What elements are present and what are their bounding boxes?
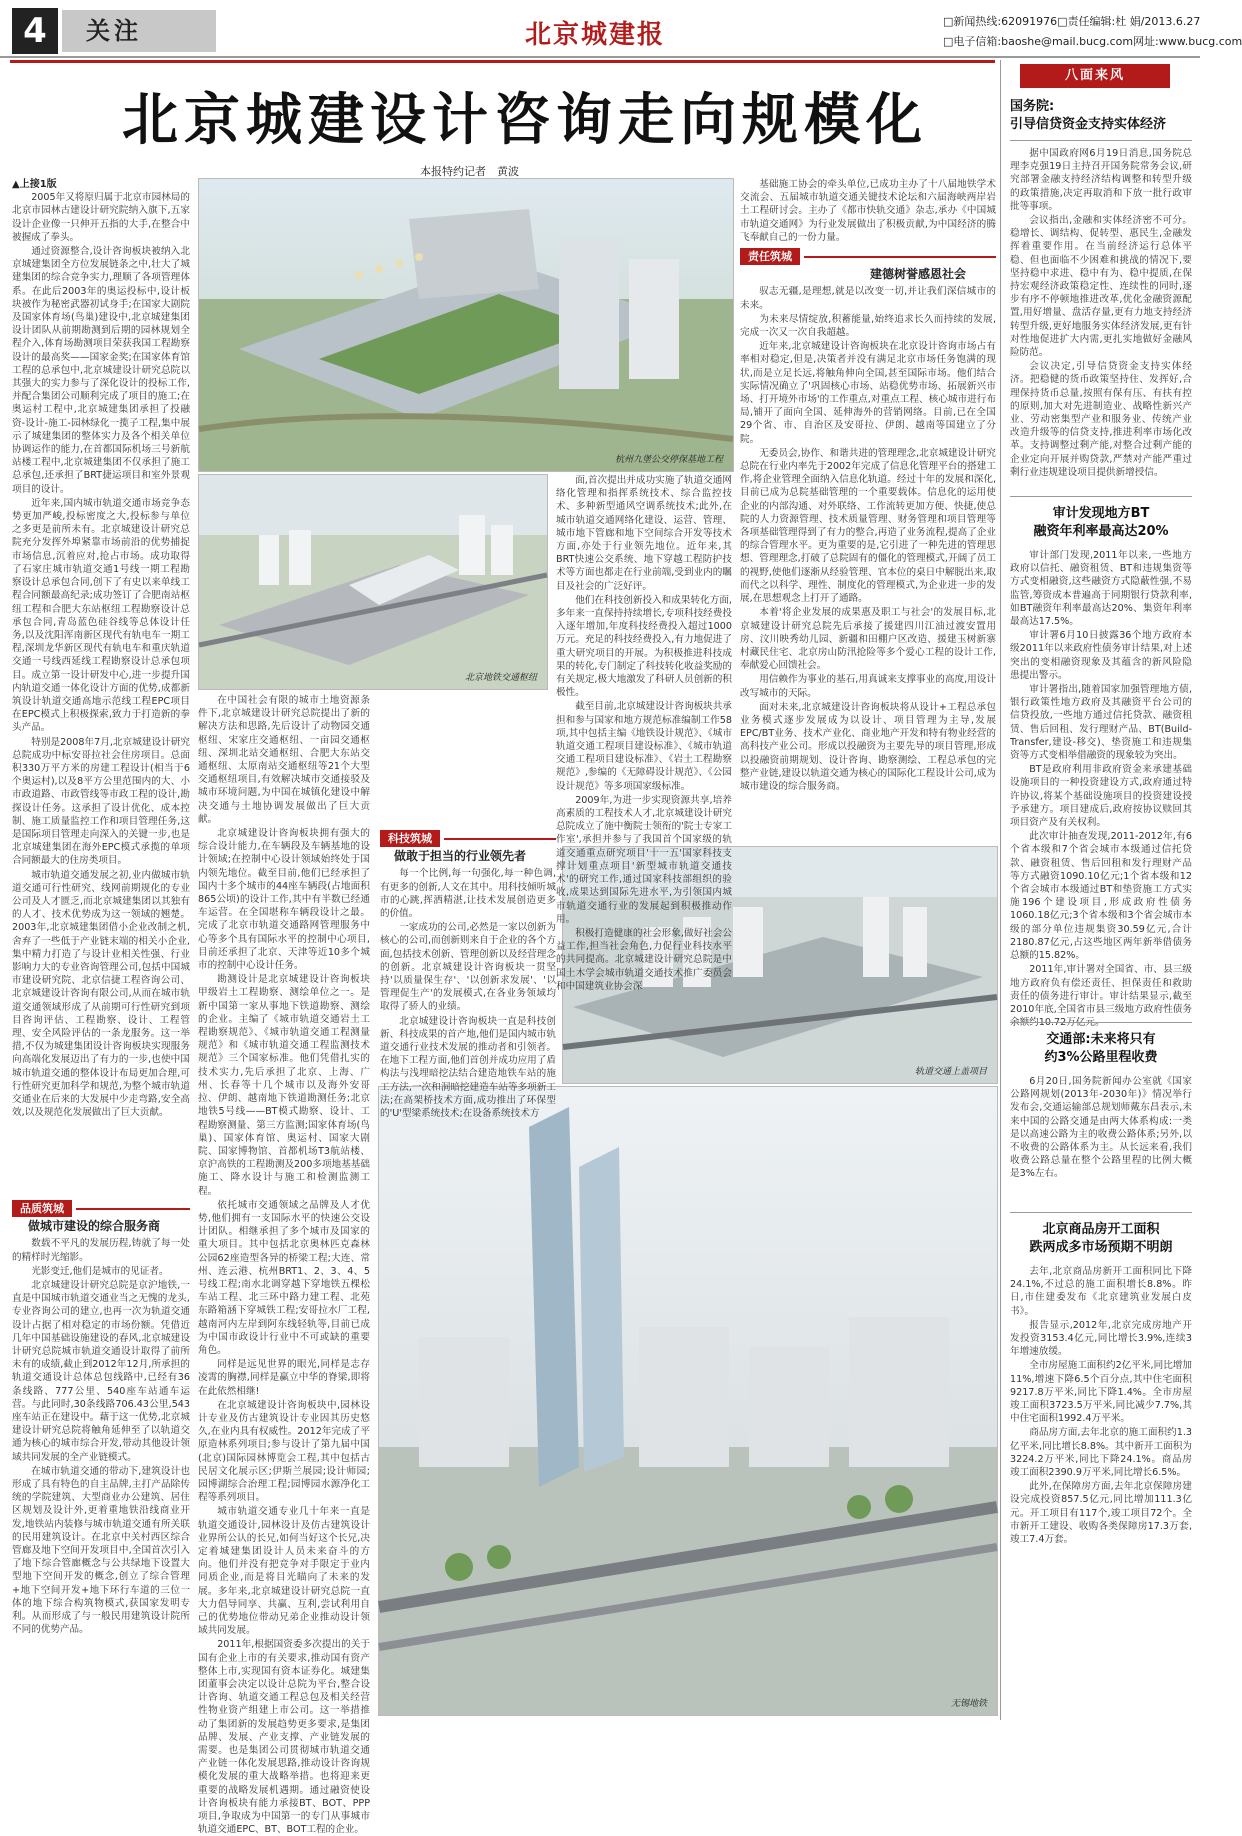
paragraph: 商品房方面,去年北京的施工面积约1.3亿平米,同比增长8.8%。其中新开工面积为3224.2万平米,同比下降24.1%。商品房竣工面积2390.9万平米,同比增长6.5%。 xyxy=(1010,1427,1192,1479)
tag-label: 责任筑城 xyxy=(740,248,800,265)
byline: 本报特约记者 黄波 xyxy=(420,165,519,178)
story-title: 跌两成多市场预期不明朗 xyxy=(1029,1240,1173,1255)
paragraph: 基础施工协会的牵头单位,已成功主办了十八届地铁学术交流会、五届城市轨道交通关键技术论坛和六届海峡两岸岩土工程研讨会。主办了《都市快轨交通》杂志,承办《中国城市轨道交通网》为行业发展做出了积极贡献,为中国经济的腾飞奉献自己的一份力量。 xyxy=(740,179,996,243)
wuxi-render xyxy=(379,1087,997,1715)
story-paragraphs xyxy=(1010,549,1192,1029)
section-tag-quality xyxy=(12,1200,190,1217)
subsection-title: 做城市建设的综合服务商 xyxy=(27,1219,160,1234)
paragraph: 城市轨道交通发展之初,业内做城市轨道交通可行性研究、线网前期规化的专业公司及人才匮乏,而北京城建集团以其独有的人才、技术优势成为这一领域的翘楚。2003年,北京城建集团借小企业改制之机,舍弃了一些低于产业链末端的相关小企业,集中精力打造了与设计业相关性强、行业影响力大的专业咨询管理公司,包括中国城市建设研究院、北京信捷工程咨询公司、北京城建设计咨询有限公司,从而在城市轨道交通领域形成了从前期可行性研究到项目咨询评估、工程勘察、设计、工程管理、安全风险评估的一条龙服务。这一举措,不仅为城建集团设计咨询板块实现服务向高端化发展迈出了有力的一步,也使中国城市轨道交通的整体设计布局更加合理,可行性研究更加科学和规范,为整个城市轨道交通业在后来的大发展中少走弯路,安全高效,以及规范化发展做出了巨大贡献。 xyxy=(12,869,190,1119)
header-info xyxy=(943,12,1242,52)
divider xyxy=(1010,496,1192,497)
paragraph: 他们在科技创新投入和成果转化方面,多年来一直保持持续增长,专项科技经费投入逐年增加,年度科技经费投入超过1000万元。充足的科技经费投入,有力地促进了重大研究项目的开展。为积极推进科技成果的转化,专门制定了科技转化收益奖励的有关规定,极大地激发了科研人员创新的积极性。 xyxy=(556,594,732,699)
email[interactable]: □电子信箱:baoshe@mail.bucg.com xyxy=(943,35,1134,48)
paragraph: 依托城市交通领域之品牌及人才优势,他们拥有一支国际水平的快速公交设计团队。相继承担了多个城市及国家的重大项目。其中包括北京奥林匹克森林公园62座造型各异的桥梁工程;大连、常州、连云港、杭州BRT1、2、3、4、5号线工程;南水北调穿越下穿地铁五棵松车站工程、北三环中路力建工程、北苑东路箱涵下穿城铁工程;安哥拉水厂工程,越南河内左岸到阿东线轻轨等,目前已成为中国市政设计行业中不可或缺的重要角色。 xyxy=(198,1199,370,1356)
paragraph: 北京城建设计咨询板块一直是科技创新、科技成果的首产地,他们是国内城市轨道交通行业技术发展的推动者和引领者。在地下工程方面,他们首创并成功应用了盾构法与浅埋暗挖法结合建造地铁车站的施工方法,一次和洞暗挖建造车站等多项新工法;在高架桥技术方面,成功推出了环保型的'U'型梁系统技术;在设备系统技术方 xyxy=(380,1015,556,1120)
paragraph: 本着'将企业发展的成果惠及职工与社会'的发展目标,北京城建设计研究总院先后承接了援建四川江油过渡安置用房、汶川映秀幼儿园、新疆和田棚户区改造、援建玉树新寨村藏民住宅、北京房山防汛抢险等多个爱心工程的设计工作,奉献爱心回馈社会。 xyxy=(740,607,996,672)
paragraph: 在城市轨道交通的带动下,建筑设计也形成了具有特色的自主品牌,主打产品除传统的学院建筑、大型商业办公建筑、居住区规划及设计外,更着重地铁沿线商业开发,地铁站内装修与城市轨道交通有所关联的民用建筑设计。在北京中关村西区综合管廊及地下空间开发项目中,全国首次引入了地下综合管廊概念与公共绿地下设置大型地下空间开发的概念,创立了综合管理+地下空间开发+地下环行车道的三位一体的地下综合构筑物模式,获国家发明专利。从而形成了与一般民用建筑设计院所不同的优势产品。 xyxy=(12,1465,190,1636)
subsection-title: 建德树誉感恩社会 xyxy=(869,267,966,282)
column-4-paragraphs xyxy=(740,178,996,244)
editor: □责任编辑:杜 娟 xyxy=(1057,15,1141,28)
paragraph: 在北京城建设计咨询板块中,园林设计专业及仿古建筑设计专业因其历史悠久,在业内具有权威性。2012年完成了平原造林系列项目;参与设计了第九届中国(北京)国际园林博览会工程,其中包括古民居文化展示区;伊斯兰展园;设计师园;园博湖综合治理工程;园博园水源净化工程等系列项目。 xyxy=(198,1399,370,1504)
subsection-title: 做敢于担当的行业领先者 xyxy=(393,849,526,864)
image-caption: 杭州九堡公交停保基地工程 xyxy=(614,455,723,465)
paragraph: BT是政府利用非政府资金来承建基础设施项目的一种投资建设方式,政府通过特许协议,将某个基础设施项目的投资建设授予承建方。项目建成后,政府按协议赎回其项目资产及有关权利。 xyxy=(1010,764,1192,829)
hotline: □新闻热线:62091976 xyxy=(943,15,1058,28)
paragraph: 面,首次提出并成功实施了轨道交通网络化管理和指挥系统技术、综合监控技术、多种新型通风空调系统技术;此外,在城市轨道交通网络化建设、运营、管理、城市地下管廊和地下空间综合开发等技术方面,亦处于行业领先地位。近年来,其BRT快速公交系统、地下穿越工程防护技术等方面也都走在行业前端,受到业内的瞩目及社会的广泛好评。 xyxy=(556,475,732,592)
column-1b-paragraphs xyxy=(12,1237,190,1636)
article-column-4 xyxy=(740,178,996,842)
paragraph: 审计署指出,随着国家加强管理地方债,银行政策性地方政府及其融资平台公司的信贷投放,一些地方通过信托贷款、融资租赁、售后回租、发行理财产品、BT(Build-Transfer,建设-移交)、垫资施工和违规集资等方式变相举借融资的现象较为突出。 xyxy=(1010,684,1192,762)
paragraph: 通过资源整合,设计咨询板块被纳入北京城建集团全方位发展链条之中,壮大了城建集团的综合竞争实力,理顺了各项管理体系。在此后2003年的奥运投标中,设计板块被作为秘密武器初试身手;在国家大剧院及国家体育场(鸟巢)建设中,北京城建集团设计团队从前期勘测到后期的园林规划全程介入,体育场勘测项目荣获我国工程勘察设计的最高奖——国家金奖;在国家体育馆工程的总承包中,北京城建设计研究总院以其强大的实力参与了深化设计的投标工作,并配合集团公司顺利完成了项目的施工;在奥运村工程中,北京城建集团承担了投融资-设计-施工-园林绿化一揽子工程,集中展示了城建集团的整体实力及各个相关单位协调运作的能力,在首都国际机场三号新航站楼工程中,北京城建集团不仅承担了施工总承包,还承担了BRT捷运项目和室外景观项目的设计。 xyxy=(12,246,190,495)
sidebar-story-2 xyxy=(1010,496,1192,1016)
website[interactable]: 网址:www.bucg.com xyxy=(1133,35,1242,48)
article-column-3b xyxy=(380,830,556,1120)
paragraph: 2009年,为进一步实现资源共享,培养高素质的工程技术人才,北京城建设计研究总院成立了施中衡院士领衔的'院士专家工作室',承担并参与了我国首个国家级的轨道交通重点研究项目'十一五'国家科技支撑计划重点项目'新型城市轨道交通技术'的研究工作,通过国家科技部组织的验收,成果达到国际先进水平,为引领国内城市轨道交通行业的发展起到积极推动作用。 xyxy=(556,794,732,925)
story-paragraphs xyxy=(1010,147,1192,479)
divider xyxy=(1010,140,1192,141)
column-3b-paragraphs xyxy=(380,867,556,1120)
date: /2013.6.27 xyxy=(1140,15,1201,28)
photo-wuxi-metro xyxy=(378,1086,998,1716)
image-caption: 北京地铁交通枢纽 xyxy=(464,673,537,683)
paragraph: 审计部门发现,2011年以来,一些地方政府以信托、融资租赁、BT和违规集资等方式变相融资,这些融资方式隐蔽性强,不易监管,筹资成本普遍高于同期银行贷款利率,如BT融资年利率最高达20%、集资年利率最高达17.5%。 xyxy=(1010,550,1192,628)
paragraph: 北京城建设计研究总院是京沪地铁,一直是中国城市轨道交通业当之无愧的龙头,专业咨询公司的建立,也再一次为轨道交通设计占据了相对稳定的市场份额。凭借近几年中国基础设施建设的春风,北京城建设计研究总院城市轨道交通设计取得了前所未有的成绩,截止到2012年12月,所承担的轨道交通设计总体总包线路中,已经有36条线路、777公里、540座车站通车运营。与此同时,30条线路706.43公里,543座车站正在建设中。藉于这一优势,北京城建设计研究总院将触角延伸至了以轨道交通为核心的城市综合开发,带动其他设计领域共同发展的全产业链模式。 xyxy=(12,1280,190,1463)
section-tag-tech xyxy=(380,830,556,847)
section-label: 关注 xyxy=(62,10,216,52)
tag-label: 科技筑城 xyxy=(380,830,440,847)
paragraph: 6月20日,国务院新闻办公室就《国家公路网规划(2013年-2030年)》情况举行发布会,交通运输部总规划师戴东昌表示,未来中国的公路交通是由两大体系构成:一类是以高速公路为主的收费公路体系;另外,以不收费的公路体系为主。从长远来看,我们收费公路总量在整个公路里程的比例大概是3%左右。 xyxy=(1010,1076,1192,1180)
paragraph: 2011年,审计署对全国省、市、县三级地方政府负有偿还责任、担保责任和救助责任的债务进行审计。审计结果显示,截至2010年底,全国省市县三级地方政府性债务 xyxy=(1010,964,1192,1015)
paragraph: 积极打造健康的社会形象,做好社会公益工作,担当社会角色,力促行业科技水平的共同提高。北京城建设计研究总院是中国土木学会城市轨道交通技术推广委员会和中国建筑业协会深 xyxy=(556,927,732,992)
sidebar-story-4 xyxy=(1010,1212,1192,1714)
paragraph: 全市房屋施工面积约2亿平米,同比增加11%,增速下降6.5个百分点,其中住宅面积9217.8万平米,同比下降1.4%。全市房屋竣工面积3723.5万平米,同比减少7.7%,其中住宅面积1992.4万平米。 xyxy=(1010,1360,1192,1425)
column-4b-paragraphs xyxy=(740,285,996,793)
red-divider xyxy=(10,60,995,63)
image-caption: 无锡地铁 xyxy=(950,1699,987,1709)
story-paragraphs xyxy=(1010,1265,1192,1546)
paragraph: 此外,在保障房方面,去年北京保障房建设完成投资857.5亿元,同比增加111.3亿元。开工项目有117个,竣工项目72个。全市新开工建设、收购各类保障房17.3万套,竣工7.4万套。 xyxy=(1010,1481,1192,1546)
paragraph: 报告显示,2012年,北京完成房地产开发投资3153.4亿元,同比增长3.9%,连续3年增速放缓。 xyxy=(1010,1319,1192,1358)
paragraph: 会议指出,金融和实体经济密不可分。稳增长、调结构、促转型、惠民生,金融发挥着重要作用。在当前经济运行总体平稳、但也面临不少困难和挑战的情况下,要坚持稳中求进、稳中有为、稳中提质,在保持宏观经济政策稳定性、连续性的同时,逐步有序不停顿地推进改革,优化金融资源配置,用好增量、盘活存量,更有力地支持经济转型升级,更好地服务实体经济发展,更有针对性地促进扩大内需,更扎实地做好金融风险防范。 xyxy=(1010,215,1192,359)
article-column-2 xyxy=(198,694,370,1836)
paragraph: 驭志无疆,是理想,就是以改变一切,并让我们深信城市的未来。 xyxy=(740,286,996,311)
sidebar-banner xyxy=(1000,64,1196,88)
paragraph: 无委员会,协作、和谐共进的管理理念,北京城建设计研究总院在行业内率先于2002年完成了信息化管理平台的搭建工作,将企业管理全面纳入信息化轨道。经过十年的发展和深化,目前已成为总院基础管理的一个重要载体。信息化的运用使企业的内部沟通、对外联络、工作流转更加方便、快捷,使总院的人力资源管理、技术质量管理、财务管理和项目管理等各项基础管理得到了有力的整合,再造了业务流程,提高了企业的综合管理水平。更为重要的是,它引进了一种先进的管理思想、管理理念,打破了总院固有的僵化的管理模式,开阔了员工的视野,使他们逐渐从经验管理、官本位的桌日中解脱出来,取而代之以科学、理性、制度化的管理模式,为企业进一步的发展,在思想观念上打开了通路。 xyxy=(740,447,996,605)
tag-label: 品质筑城 xyxy=(12,1200,72,1217)
paragraph: 此次审计抽查发现,2011-2012年,有6个省本级和7个省会城市本级通过信托贷款、融资租赁、售后回租和发行理财产品等方式融资1090.10亿元;1个省本级和12个省会城市本级通过BT和垫资施工方式实施196个建设项目,形成政府性债务1060.18亿元;3个省本级和3个省会城市本级的部分单位违规集资30.59亿元,合计2180.87亿元,占这些地区两年新举借债务总额的15.82%。 xyxy=(1010,831,1192,962)
paragraph: 勘测设计是北京城建设计咨询板块甲级岩土工程勘察、测绘单位之一。是新中国第一家从事地下铁道勘察、测绘的企业。主编了《城市轨道交通岩土工程勘察规范》、《城市轨道交通工程测量规范》和《城市轨道交通工程监测技术规范》三个国家标准。他们凭借扎实的技术实力,先后承担了北京、上海、广州、长春等十几个城市以及海外安哥拉、伊朗、越南地下铁道勘测任务;北京地铁5号线——BT模式勘察、设计、工程勘察测量、第三方监测;国家体育场(鸟巢)、国家体育馆、奥运村、国家大剧院、国家博物馆、首都机场T3航站楼、京沪高铁的工程勘测及200多项地基基础施工、降水设计与施工和检测监测工程。 xyxy=(198,974,370,1197)
photo-depot-project xyxy=(198,178,734,472)
paragraph: 城市轨道交通专业几十年来一直是轨道交通设计,园林设计及仿古建筑设计业界所公认的长兄,如何当好这个长兄,决定着城建集团设计人员未来奋斗的方向。他们并没有把竞争对手限定于业内同质企业,而是将目光瞄向了未来的发展。多年来,北京城建设计研究总院一直大力倡导同享、共赢、互利,尝试利用自己的优势地位带动兄弟企业推动设计领域共同发展。 xyxy=(198,1506,370,1637)
divider xyxy=(1010,1212,1192,1213)
story-title: 国务院: xyxy=(1010,99,1055,114)
paragraph: 近年来,北京城建设计咨询板块在北京设计咨询市场占有率相对稳定,但是,决策者并没有满足北京市场任务饱满的现状,而是立足长远,将触角伸向全国,甚至国际市场。他们结合实际情况确立了'巩固核心市场、站稳优势市场、拓展新兴市场、打开境外市场'的工作重点,对重点工程、核心城市进行布局,铺开了面向全国、延伸海外的营销网络。目前,已在全国29个省、市、自治区及安哥拉、伊朗、越南等国建立了分院。 xyxy=(740,341,996,445)
paragraph: 光影变迁,他们是城市的见证者。 xyxy=(31,1265,169,1277)
header-divider xyxy=(0,56,1200,58)
paragraph: 去年,北京商品房新开工面积同比下降24.1%,不过总的施工面积增长8.8%。昨日,市住建委发布《北京建筑业发展白皮书》。 xyxy=(1010,1266,1192,1317)
photo-transit-hub xyxy=(198,474,548,690)
article-column-3 xyxy=(556,474,732,992)
paragraph: 面对未来,北京城建设计咨询板块将从设计+工程总承包业务模式逐步发展成为以设计、项目管理为主导,发展EPC/BT业务、技术产业化、商业地产开发和特有物业经营的高科技产业公司。形成以投融资为主要先导的项目管理,形成以投融资前期规划、设计咨询、勘察测绘、工程总承包的完整产业链,建设以轨道交通为核心的国际化工程设计公司,成为城市建设的综合服务商。 xyxy=(740,701,996,792)
paragraph: 截至目前,北京城建设计咨询板块共承担和参与国家和地方规范标准编制工作58项,其中包括主编《地铁设计规范》、《城市轨道交通工程项目建设标准》、《城市轨道交通工程项目建设标准》、《岩土工程勘察规范》,参编的《无障碍设计规范》、《公园设计规范》等多项国家级标准。 xyxy=(556,701,732,792)
paragraph: 用信赖作为事业的基石,用真诚来支撑事业的高度,用设计改写城市的天际。 xyxy=(740,674,996,699)
paragraph: 2011年,根据国资委多次提出的关于国有企业上市的有关要求,推动国有资产整体上市,实现国有资本证券化。城建集团董事会决定以设计总院为平台,整合设计咨询、轨道交通工程总包及相关经营性物业资产组建上市公司。这一举措推动了集团新的发展趋势更多要求,是集团品牌、发展、产业支撑、产业链发展的需要。也是集团公司贯彻城市轨道交通产业链一体化发展思路,推动设计咨询规模化发展的重大战略举措。也将迎来更重要的战略发展机遇期。通过融资使设计咨询板块有能力承接BT、BOT、PPP项目,争取成为中国第一的专门从事城市轨道交通EPC、BT、BOT工程的企业。 xyxy=(198,1639,370,1836)
article-column-1 xyxy=(12,178,190,1198)
page-number: 4 xyxy=(12,8,58,54)
sidebar-story-3 xyxy=(1010,1022,1192,1208)
column-3-paragraphs xyxy=(556,474,732,993)
column-2-paragraphs xyxy=(198,694,370,1836)
image-caption: 轨道交通上盖项目 xyxy=(914,1067,987,1077)
paragraph: 特别是2008年7月,北京城建设计研究总院成功中标安哥拉社会住房项目。总面积330万平方米的房建工程设计(相当于6个奥运村),以及8平方公里范围内的大、小市政道路、市政管线等市政工程的设计,勘探设计任务。这承担了设计优化、成本控制、施工质量监控工作和项目管理任务,这是国际项目管理走向深入的关键一步,也是北京城建集团在海外EPC模式承揽的单项合同额最大的住房类项目。 xyxy=(12,736,190,867)
story-title: 北京商品房开工面积 xyxy=(1042,1222,1160,1237)
article-column-1b xyxy=(12,1200,190,1712)
main-headline: 北京城建设计咨询走向规模化 xyxy=(122,87,928,153)
paragraph: 近年来,国内城市轨道交通市场竞争态势更加严峻,投标密度之大,投标参与单位之多更是前所未有。北京城建设计研究总院充分发挥外埠紧靠市场前沿的优势捕捉市场信息,沉着应对,抢占市场。成功取得了石家庄城市轨道交通1号线一期工程勘察设计总承包合同,创下了有史以来单线工程合同额最高纪录;成功签订了合肥南站枢纽工程和合肥大东站枢纽工程勘察设计总承包合同,青岛蓝色硅谷线等总体设计任务,以及沈阳浑南新区现代有轨电车一期工程,深圳龙华新区现代有轨电车和重庆轨道交通一号线西延线工程勘察设计总承包项目。成立第一设计研发中心,进一步提升国内轨道交通一体化设计方面的优势,成都新筑设计轨道交通高地示范线工程EPC项目在EPC模式上积极探索,致力于打造新的拳头产品。 xyxy=(12,497,190,734)
column-1-paragraphs xyxy=(12,191,190,1119)
paragraph: 北京城建设计咨询板块拥有强大的综合设计能力,在车辆段及车辆基地的设计领域;在控制中心设计领域始终处于国内领先地位。截至目前,他们已经承担了国内十多个城市的44座车辆段(占地面积865公顷)的设计工作,其中有半数已经通车运营。在全国堪称车辆段设计之最。完成了北京市轨道交通路网管理服务中心等多个具有国际水平的控制中心项目,目前还承担了北京、天津等近10多个城市的控制中心设计任务。 xyxy=(198,828,370,972)
newspaper-name: 北京城建报 xyxy=(525,20,666,50)
paragraph: 据中国政府网6月19日消息,国务院总理李克强19日主持召开国务院常务会议,研究部署金融支持经济结构调整和转型升级的政策措施,决定再取消和下放一批行政审批等事项。 xyxy=(1010,148,1192,212)
sidebar-banner-label: 八面来风 xyxy=(1020,64,1170,88)
sidebar-story-1 xyxy=(1010,98,1192,488)
paragraph: 审计署6月10日披露36个地方政府本级2011年以来政府性债务审计结果,对上述突出的变相融资现象及其蕴含的新风险隐患提出警示。 xyxy=(1010,630,1192,681)
paragraph: 数载不平凡的发展历程,铸就了每一处的精样时光缩影。 xyxy=(12,1238,190,1263)
paragraph: 为未来尽情绽放,积蓄能量,始终追求长久而持续的发展,完成一次又一次自我超越。 xyxy=(740,313,996,339)
depot-render xyxy=(199,179,733,471)
story-title: 融资年利率最高达20% xyxy=(1033,524,1169,539)
paragraph: 一家成功的公司,必然是一家以创新为核心的公司,而创新则来自于企业的各个方面,包括技术创新、管理创新以及经营理念的创新。北京城建设计咨询板块一贯坚持'以质量保生存'、'以创新求发展'、'以管理促生产'的发展模式,在各业务领域均取得了骄人的业绩。 xyxy=(380,922,556,1013)
hub-render xyxy=(199,475,547,689)
paragraph: 会议决定,引导信贷资金支持实体经济。把稳健的货币政策坚持住、发挥好,合理保持货币总量,按照有保有压、有扶有控的原则,加大对先进制造业、战略性新兴产业、劳动密集型产业和服务业、传统产业改造升级等的信贷支持,推进利率市场化改革。支持调整过剩产能,对整合过剩产能的企业定向开展并购贷款,严禁对产能严重过剩行业违规建设项目提供新增授信。 xyxy=(1010,361,1192,478)
story-title: 审计发现地方BT xyxy=(1052,506,1150,521)
story-title: 引导信贷资金支持实体经济 xyxy=(1010,117,1167,132)
paragraph: 每一个比例,每一句强化,每一种色调,有更多的创新,人文在其中。用科技倾听城市的心跳,挥洒精湛,让技术发展创造更多的价值。 xyxy=(380,868,556,920)
continued-note: ▲上接1版 xyxy=(12,179,57,190)
divider xyxy=(1010,1022,1192,1023)
story-title: 约3%公路里程收费 xyxy=(1044,1050,1158,1065)
paragraph: 2005年又将原归属于北京市园林局的北京市园林古建设计研究院纳入旗下,五家设计企业像一只伸开五指的大手,在整合中被握成了拳头。 xyxy=(12,192,190,243)
story-paragraphs xyxy=(1010,1075,1192,1181)
section-tag-responsibility xyxy=(740,248,996,265)
story-title: 交通部:未来将只有 xyxy=(1046,1032,1156,1047)
paragraph: 在中国社会有限的城市土地资源条件下,北京城建设计研究总院提出了新的解决方法和思路,先后设计了动物园交通枢纽、宋家庄交通枢纽、一亩园交通枢纽、深圳北站交通枢纽、合肥大东站交通枢纽、太原南站交通枢纽等21个大型交通枢纽项目,有效解决城市交通接驳及城市环境问题,为中国在城镇化建设中解决交通与土地协调发展做出了巨大贡献。 xyxy=(198,695,370,825)
paragraph: 同样是远见世界的眼光,同样是志存凌霄的胸襟,同样是赢立中华的脊梁,即将在此依然相继! xyxy=(198,1359,370,1397)
